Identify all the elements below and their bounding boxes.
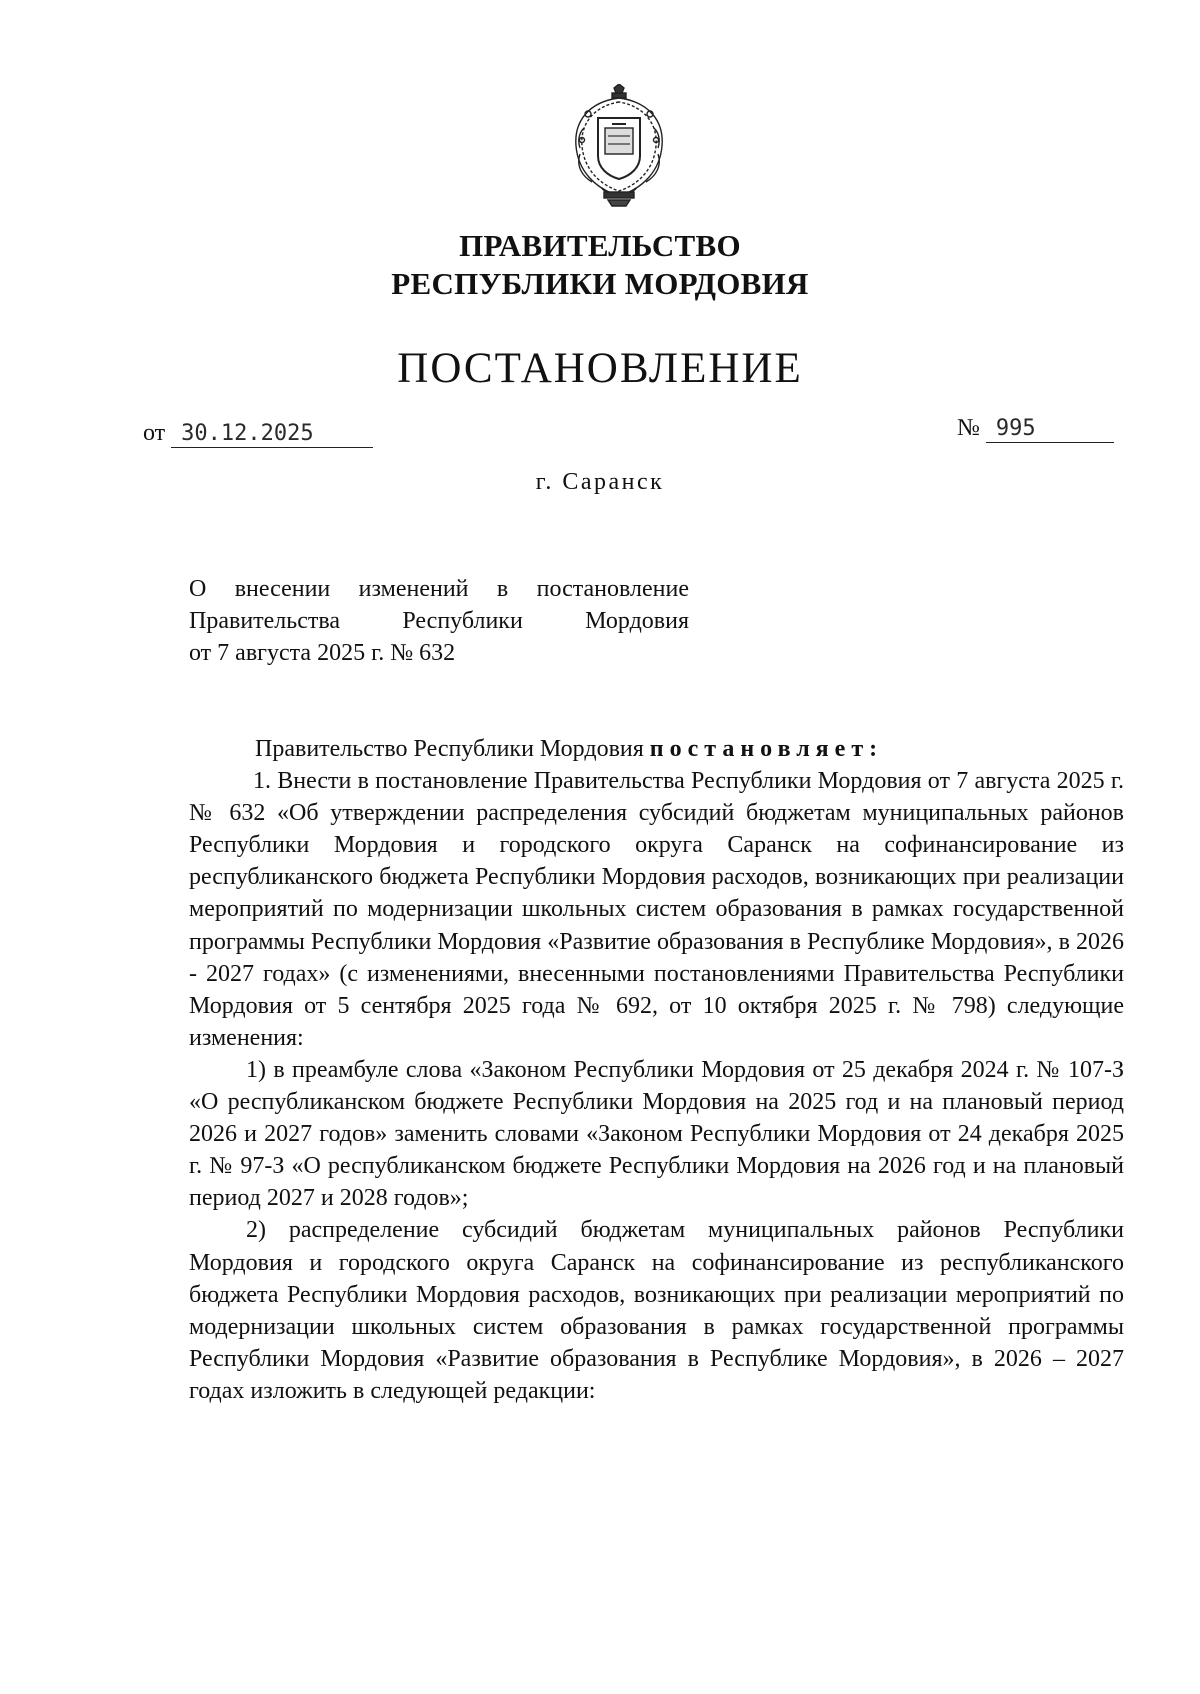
paragraph-item-2: 2) распределение субсидий бюджетам муниципальных районов Республики Мордовия и городского округа Саранск на софинансирование из республиканского бюджета Республики Мордовия расходов, возникающих при реализации мероприятий по модернизации школьных систем образования в рамках государственной программы Республики Мордовия «Развитие образования в Республике Мордовия», в 2026 – 2027 годах изложить в следующей редакции: bbox=[189, 1217, 1124, 1404]
number-prefix: № bbox=[957, 415, 980, 441]
document-type-title: ПОСТАНОВЛЕНИЕ bbox=[397, 345, 803, 392]
paragraph-1: 1. Внести в постановление Правительства Республики Мордовия от 7 августа 2025 г. № 632 «Об утверждении распределения субсидий бюджетам муниципальных районов Республики Мордовия и городского округа Саранск на софинансирование из республиканского бюджета Республики Мордовия расходов, возникающих при реализации мероприятий по модернизации школьных систем образования в рамках государственной программы Республики Мордовия «Развитие образования в Республике Мордовия», в 2026 - 2027 годах» (с изменениями, внесенными постановлениями Правительства Республики Мордовия от 5 сентября 2025 года № 692, от 10 октября 2025 г. № 798) следующие изменения: bbox=[189, 768, 1124, 1051]
paragraph-item-1: 1) в преамбуле слова «Законом Республики Мордовия от 25 декабря 2024 г. № 107-З «О республиканском бюджете Республики Мордовия на 2025 год и на плановый период 2026 и 2027 годов» заменить словами «Законом Республики Мордовия от 24 декабря 2025 г. № 97-З «О республиканском бюджете Республики Мордовия на 2026 год и на плановый период 2027 и 2028 годов»; bbox=[189, 1056, 1124, 1212]
city-name: г. Саранск bbox=[535, 469, 665, 495]
intro-decree-word: постановляет: bbox=[649, 736, 884, 762]
document-body bbox=[189, 733, 1124, 1407]
resolution-intro bbox=[189, 733, 1124, 765]
date-field bbox=[171, 420, 373, 448]
subject-line: О внесении изменений в постановление bbox=[189, 576, 689, 602]
number-value: 995 bbox=[995, 416, 1036, 441]
subject-line: от 7 августа 2025 г. № 632 bbox=[189, 640, 456, 666]
number-line bbox=[957, 415, 1114, 443]
subject-line: Правительства Республики Мордовия bbox=[189, 608, 689, 634]
coat-of-arms-icon bbox=[568, 84, 670, 208]
date-value: 30.12.2025 bbox=[181, 421, 314, 446]
date-line bbox=[143, 420, 373, 448]
organization-name-line2: РЕСПУБЛИКИ МОРДОВИЯ bbox=[391, 266, 809, 301]
document-subject bbox=[189, 573, 689, 669]
date-prefix: от bbox=[143, 420, 166, 446]
number-field bbox=[986, 415, 1114, 443]
organization-name-line1: ПРАВИТЕЛЬСТВО bbox=[459, 228, 741, 263]
intro-text: Правительство Республики Мордовия bbox=[255, 736, 650, 762]
